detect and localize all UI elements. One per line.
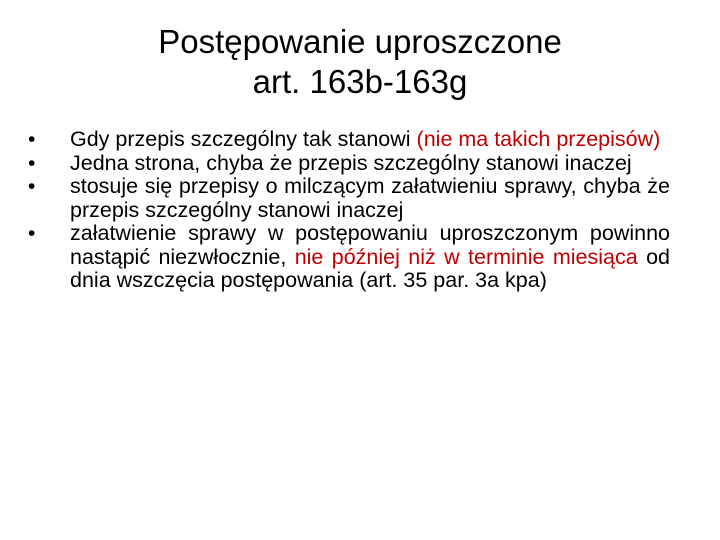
bullet-marker: • <box>28 175 36 198</box>
bullet-text-highlight: nie później niż w terminie miesiąca <box>294 244 638 269</box>
slide-title <box>50 22 670 102</box>
bullet-text: załatwienie sprawy w postępowaniu uproszczonym powinno nastąpić niezwłocznie, <box>70 221 670 269</box>
bullet-item <box>28 152 670 176</box>
bullet-marker: • <box>28 151 36 175</box>
bullet-marker: • <box>28 128 36 151</box>
bullet-text-continued: od dnia wszczęcia postępowania (art. 35 par. 3a kpa) <box>70 244 670 292</box>
bullet-marker: • <box>28 222 36 245</box>
bullet-text-highlight: (nie ma takich przepisów) <box>416 127 661 151</box>
slide-title-line-2: art. 163b-163g <box>252 63 468 100</box>
bullet-list <box>28 128 670 293</box>
slide-title-line-1: Postępowanie uproszczone <box>158 23 562 60</box>
bullet-item <box>28 128 670 152</box>
bullet-item <box>28 175 670 222</box>
bullet-item <box>28 222 670 293</box>
bullet-text: Jedna strona, chyba że przepis szczególny stanowi inaczej <box>70 150 632 175</box>
slide-content <box>28 128 670 293</box>
bullet-text: stosuje się przepisy o milczącym załatwieniu sprawy, chyba że przepis szczególny stanowi inaczej <box>70 174 670 222</box>
bullet-text: Gdy przepis szczególny tak stanowi <box>70 127 417 151</box>
